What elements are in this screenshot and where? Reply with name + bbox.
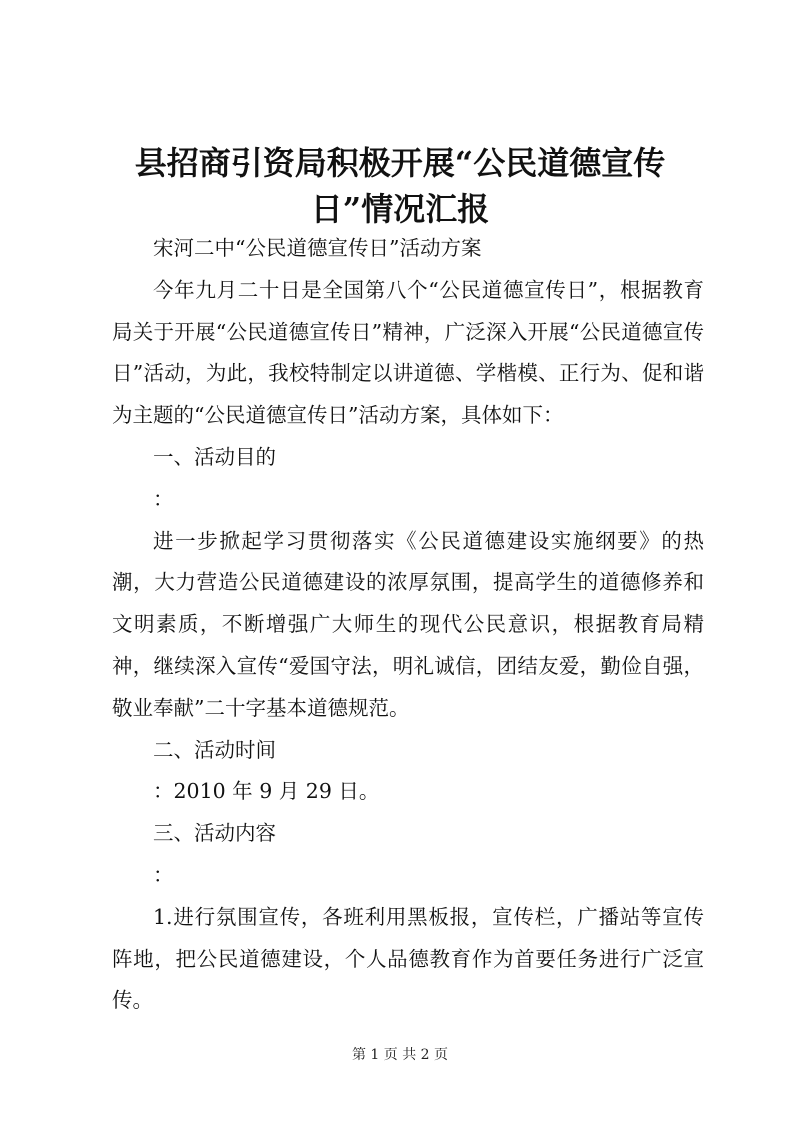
time-paragraph: ：2010 年 9 月 29 日。 xyxy=(153,779,380,804)
section-heading-purpose: 一、活动目的 xyxy=(153,444,276,469)
plan-heading: 宋河二中“公民道德宣传日”活动方案 xyxy=(153,236,482,260)
colon-line: ： xyxy=(153,862,174,887)
colon-line: ： xyxy=(153,486,174,511)
document-body xyxy=(112,228,704,1022)
page-footer: 第 1 页 共 2 页 xyxy=(351,1047,449,1063)
purpose-paragraph: 进一步掀起学习贯彻落实《公民道德建设实施纲要》的热潮，大力营造公民道德建设的浓厚氛围，提高学生的道德修养和文明素质，不断增强广大师生的现代公民意识，根据教育局精神，继续深入宣传“爱国守法，明礼诚信，团结友爱，勤俭自强，敬业奉献”二十字基本道德规范。 xyxy=(112,528,704,720)
section-heading-time: 二、活动时间 xyxy=(153,737,276,762)
intro-paragraph: 今年九月二十日是全国第八个“公民道德宣传日”，根据教育局关于开展“公民道德宣传日”精神，广泛深入开展“公民道德宣传日”活动，为此，我校特制定以讲道德、学楷模、正行为、促和谐为主题的“公民道德宣传日”活动方案，具体如下： xyxy=(112,277,704,428)
section-heading-content: 三、活动内容 xyxy=(153,821,276,846)
document-title: 县招商引资局积极开展“公民道德宣传日”情况汇报 xyxy=(134,144,666,228)
content-item-1: 1.进行氛围宣传，各班利用黑板报，宣传栏，广播站等宣传阵地，把公民道德建设，个人品德教育作为首要任务进行广泛宣传。 xyxy=(112,904,704,1013)
